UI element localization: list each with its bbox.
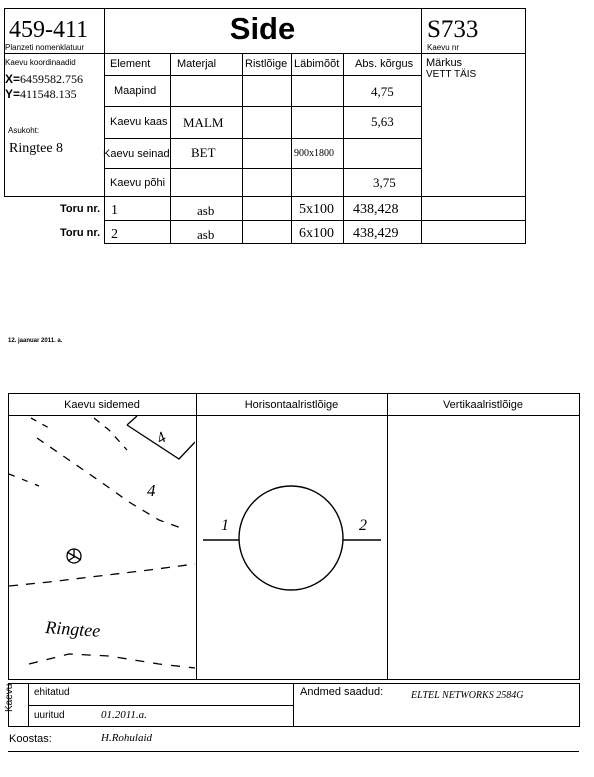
frame-line bbox=[104, 243, 525, 244]
frame-line bbox=[421, 8, 422, 244]
author-label: Koostas: bbox=[9, 733, 52, 745]
frame-line bbox=[4, 53, 105, 54]
pipe-label: Toru nr. bbox=[60, 227, 101, 239]
measured-label: uuritud bbox=[34, 710, 65, 721]
built-label: ehitatud bbox=[34, 687, 70, 698]
sketch-label: 4 bbox=[147, 481, 156, 500]
frame-line bbox=[579, 393, 580, 680]
pipe-elevation: 438,428 bbox=[353, 202, 399, 217]
pipe-material: asb bbox=[197, 227, 215, 242]
row-diameter: 900x1800 bbox=[294, 148, 334, 159]
page-title: Side bbox=[229, 11, 296, 46]
pipe-diameter: 5x100 bbox=[299, 202, 334, 217]
frame-line bbox=[170, 53, 171, 244]
source-label: Andmed saadud: bbox=[300, 686, 384, 698]
row-elevation: 3,75 bbox=[373, 175, 396, 190]
pipe-diameter: 6x100 bbox=[299, 226, 334, 241]
y-label: Y= bbox=[5, 87, 21, 101]
frame-line bbox=[293, 683, 294, 727]
column-header-material: Materjal bbox=[177, 58, 217, 70]
column-header-cross-section: Ristlõige bbox=[245, 58, 288, 70]
y-coordinate bbox=[5, 87, 77, 101]
frame-line bbox=[28, 683, 29, 727]
x-coordinate bbox=[5, 72, 83, 86]
horizontal-section-drawing bbox=[197, 416, 386, 678]
panel-title-horizontal: Horisontaalristlõige bbox=[244, 399, 339, 411]
row-material: MALM bbox=[183, 115, 224, 130]
frame-line bbox=[525, 8, 526, 244]
row-material: BET bbox=[191, 145, 216, 160]
well-caption: Kaevu nr bbox=[427, 43, 460, 52]
frame-line bbox=[104, 138, 422, 139]
pipe-label-left: 1 bbox=[221, 517, 229, 534]
street-label: Ringtee bbox=[44, 617, 101, 641]
panel-title-connections: Kaevu sidemed bbox=[64, 399, 140, 411]
frame-line bbox=[104, 53, 525, 54]
row-elevation: 5,63 bbox=[371, 114, 394, 129]
frame-line bbox=[104, 220, 525, 221]
row-element: Kaevu põhi bbox=[110, 177, 166, 189]
frame-line bbox=[8, 393, 579, 394]
location-value: Ringtee 8 bbox=[9, 141, 64, 156]
connections-sketch bbox=[9, 416, 195, 678]
frame-line bbox=[8, 751, 579, 752]
pipe-label: Toru nr. bbox=[60, 203, 101, 215]
pipe-material: asb bbox=[197, 203, 215, 218]
location-label: Asukoht: bbox=[8, 126, 40, 135]
pipe-number: 1 bbox=[111, 203, 118, 218]
column-header-diameter: Läbimõõt bbox=[294, 58, 340, 70]
remarks-label: Märkus bbox=[426, 57, 463, 69]
frame-line bbox=[4, 196, 105, 197]
frame-line bbox=[4, 8, 5, 197]
pipe-elevation: 438,429 bbox=[353, 226, 399, 241]
row-element: Kaevu seinad bbox=[103, 148, 170, 160]
remarks-value: VETT TÄIS bbox=[426, 69, 477, 80]
measured-value: 01.2011.a. bbox=[101, 709, 147, 721]
frame-line bbox=[343, 53, 344, 244]
frame-line bbox=[8, 679, 579, 680]
date-stamp: 12. jaanuar 2011. a. bbox=[8, 338, 63, 344]
y-value: 411548.135 bbox=[20, 87, 77, 101]
sheet-caption: Planzeti nomenklatuur bbox=[5, 43, 85, 52]
row-element: Kaevu kaas bbox=[110, 116, 168, 128]
sheet-number: 459-411 bbox=[9, 17, 89, 43]
x-label: X= bbox=[5, 72, 21, 86]
well-id: S733 bbox=[427, 16, 479, 43]
pipe-number: 2 bbox=[111, 227, 118, 242]
frame-line bbox=[104, 168, 422, 169]
frame-line bbox=[104, 196, 525, 197]
frame-line bbox=[387, 393, 388, 680]
frame-line bbox=[242, 53, 243, 244]
panel-title-vertical: Vertikaalristlõige bbox=[442, 399, 524, 411]
side-label: Kaevu bbox=[4, 683, 15, 712]
sketch-label: 4 bbox=[153, 428, 170, 448]
frame-line bbox=[579, 683, 580, 727]
row-element: Maapind bbox=[114, 85, 157, 97]
frame-line bbox=[291, 53, 292, 244]
column-header-elevation: Abs. kõrgus bbox=[355, 58, 414, 70]
pipe-label-right: 2 bbox=[359, 517, 367, 534]
frame-line bbox=[28, 705, 293, 706]
x-value: 6459582.756 bbox=[20, 72, 84, 86]
author-value: H.Rohulaid bbox=[101, 732, 153, 744]
column-header-element: Element bbox=[110, 58, 151, 70]
frame-line bbox=[104, 106, 422, 107]
coords-title: Kaevu koordinaadid bbox=[5, 58, 76, 67]
source-value: ELTEL NETWORKS 2584G bbox=[411, 690, 524, 701]
frame-line bbox=[104, 75, 422, 76]
row-elevation: 4,75 bbox=[371, 84, 394, 99]
frame-line bbox=[4, 8, 525, 9]
